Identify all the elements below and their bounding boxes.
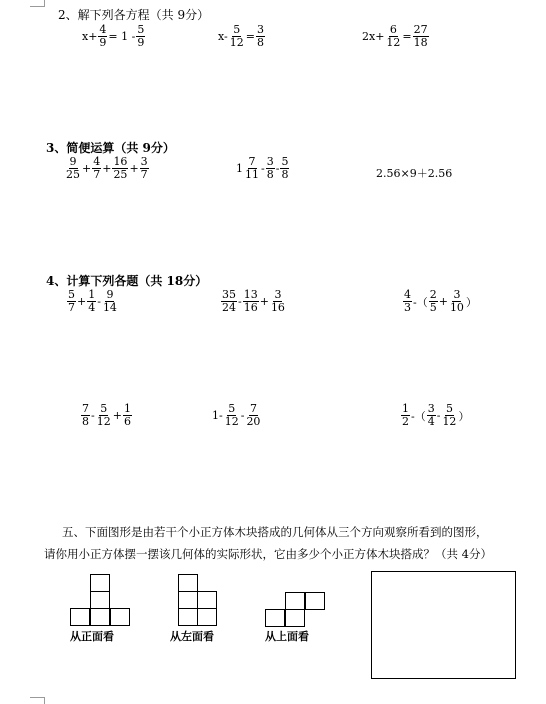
front-view-figure bbox=[70, 574, 140, 630]
expression-text: - bbox=[91, 409, 95, 422]
fraction-denominator: 12 bbox=[96, 415, 111, 428]
equation bbox=[82, 24, 146, 49]
answer-box bbox=[371, 571, 516, 679]
fraction-denominator: 6 bbox=[123, 415, 131, 428]
fraction-numerator: 9 bbox=[69, 155, 77, 168]
fraction-numerator: 5 bbox=[137, 23, 145, 36]
expression-text: -（ bbox=[413, 295, 428, 309]
fraction-denominator: 8 bbox=[256, 36, 264, 49]
fraction-denominator: 8 bbox=[266, 168, 274, 181]
fraction bbox=[429, 289, 438, 314]
fraction-denominator: 20 bbox=[246, 415, 261, 428]
fraction-numerator: 5 bbox=[100, 402, 108, 415]
fraction bbox=[67, 289, 76, 314]
fraction-numerator: 35 bbox=[222, 288, 236, 301]
fraction-numerator: 4 bbox=[404, 288, 411, 301]
expression-text: x+ bbox=[82, 30, 98, 43]
fraction-numerator: 3 bbox=[427, 402, 435, 415]
expression-text: - bbox=[97, 295, 101, 308]
fraction bbox=[243, 289, 259, 314]
fraction-numerator: 27 bbox=[413, 23, 428, 36]
equation bbox=[218, 24, 266, 49]
fraction-denominator: 9 bbox=[137, 36, 145, 49]
fraction-numerator: 3 bbox=[453, 288, 461, 301]
expression-text: 2x+ bbox=[362, 30, 385, 43]
expression-text: -（ bbox=[411, 409, 426, 423]
fraction-numerator: 6 bbox=[389, 23, 397, 36]
fraction-denominator: 16 bbox=[270, 301, 285, 314]
expression-text: + bbox=[77, 295, 87, 308]
fraction bbox=[81, 403, 90, 428]
fraction-numerator: 5 bbox=[228, 402, 236, 415]
fraction bbox=[385, 24, 401, 49]
section-2-title: 2、解下列各方程（共 9分） bbox=[58, 8, 210, 22]
fraction-numerator: 5 bbox=[233, 23, 241, 36]
expression-text: 1- bbox=[212, 409, 223, 422]
fraction-denominator: 11 bbox=[245, 168, 259, 181]
fraction-denominator: 16 bbox=[243, 301, 258, 314]
fraction-denominator: 7 bbox=[93, 168, 101, 181]
top-view-figure bbox=[265, 592, 335, 630]
fraction-numerator: 1 bbox=[402, 402, 409, 415]
fraction-numerator: 9 bbox=[106, 288, 114, 301]
fraction-denominator: 8 bbox=[281, 168, 289, 181]
fraction-numerator: 3 bbox=[266, 155, 274, 168]
expression-text: + bbox=[259, 295, 269, 308]
fraction-numerator: 16 bbox=[113, 155, 128, 168]
top-view-caption: 从上面看 bbox=[265, 630, 309, 643]
expression-text: - bbox=[436, 409, 441, 422]
fraction-numerator: 7 bbox=[248, 155, 256, 168]
calculation-item bbox=[402, 289, 477, 314]
expression-text: + bbox=[129, 162, 139, 175]
section-4-title: 4、计算下列各题（共 18分） bbox=[46, 274, 208, 288]
fraction-denominator: 25 bbox=[66, 168, 80, 181]
fraction bbox=[98, 24, 107, 49]
expression-text: + bbox=[102, 162, 112, 175]
fraction-numerator: 7 bbox=[249, 402, 257, 415]
page-corner-mark-top-left bbox=[30, 0, 45, 7]
fraction bbox=[221, 289, 237, 314]
fraction bbox=[244, 156, 260, 181]
calculation-item bbox=[376, 165, 452, 181]
fraction-denominator: 3 bbox=[404, 301, 411, 314]
fraction-denominator: 12 bbox=[386, 36, 401, 49]
fraction-denominator: 7 bbox=[140, 168, 148, 181]
fraction-numerator: 13 bbox=[243, 288, 258, 301]
fraction-numerator: 3 bbox=[140, 155, 148, 168]
fraction bbox=[92, 156, 101, 181]
calculation-item bbox=[80, 403, 133, 428]
fraction bbox=[65, 156, 81, 181]
fraction-denominator: 4 bbox=[88, 301, 96, 314]
fraction-denominator: 9 bbox=[99, 36, 107, 49]
fraction bbox=[266, 156, 275, 181]
fraction bbox=[87, 289, 96, 314]
fraction-denominator: 18 bbox=[413, 36, 428, 49]
fraction bbox=[256, 24, 265, 49]
fraction-denominator: 4 bbox=[427, 415, 435, 428]
expression-text: + bbox=[82, 162, 92, 175]
section-3-title: 3、简便运算（共 9分） bbox=[46, 141, 175, 155]
fraction-numerator: 3 bbox=[274, 288, 282, 301]
fraction-numerator: 2 bbox=[429, 288, 437, 301]
expression-text: ） bbox=[458, 409, 470, 423]
fraction bbox=[427, 403, 436, 428]
expression-text: - bbox=[275, 162, 280, 175]
left-view-caption: 从左面看 bbox=[170, 630, 214, 643]
fraction bbox=[441, 403, 457, 428]
fraction bbox=[413, 24, 429, 49]
fraction bbox=[245, 403, 261, 428]
fraction-denominator: 10 bbox=[449, 301, 464, 314]
fraction-numerator: 5 bbox=[281, 155, 289, 168]
fraction-numerator: 1 bbox=[88, 288, 96, 301]
fraction-denominator: 12 bbox=[224, 415, 239, 428]
left-view-figure bbox=[178, 574, 228, 630]
expression-text: = 1 - bbox=[108, 30, 136, 43]
expression-text: - bbox=[261, 162, 265, 175]
expression-text: - bbox=[240, 409, 245, 422]
calculation-item bbox=[66, 289, 119, 314]
fraction bbox=[401, 403, 410, 428]
fraction-denominator: 5 bbox=[429, 301, 437, 314]
fraction-numerator: 4 bbox=[93, 155, 101, 168]
fraction bbox=[229, 24, 245, 49]
fraction bbox=[123, 403, 132, 428]
fraction-numerator: 7 bbox=[82, 402, 89, 415]
fraction bbox=[224, 403, 240, 428]
calculation-item bbox=[64, 156, 150, 181]
calculation-item bbox=[236, 156, 290, 181]
fraction bbox=[96, 403, 112, 428]
fraction-numerator: 5 bbox=[68, 288, 75, 301]
fraction-denominator: 14 bbox=[102, 301, 117, 314]
fraction-denominator: 12 bbox=[442, 415, 457, 428]
expression-text: = bbox=[245, 30, 255, 43]
fraction-denominator: 12 bbox=[229, 36, 244, 49]
section-5-question-line-1: 五、下面图形是由若干个小正方体木块搭成的几何体从三个方向观察所看到的图形， bbox=[62, 525, 488, 539]
expression-text: x- bbox=[218, 30, 228, 43]
expression-text: 1 bbox=[236, 162, 243, 175]
calculation-item bbox=[212, 403, 262, 428]
fraction bbox=[403, 289, 412, 314]
fraction-denominator: 8 bbox=[82, 415, 89, 428]
fraction bbox=[136, 24, 145, 49]
calculation-item bbox=[400, 403, 469, 428]
fraction bbox=[449, 289, 465, 314]
fraction bbox=[112, 156, 128, 181]
fraction bbox=[140, 156, 149, 181]
expression-text: ） bbox=[465, 295, 477, 309]
fraction-denominator: 7 bbox=[68, 301, 75, 314]
fraction-numerator: 4 bbox=[99, 23, 107, 36]
equation bbox=[362, 24, 430, 49]
fraction-numerator: 3 bbox=[256, 23, 264, 36]
fraction bbox=[270, 289, 286, 314]
fraction-numerator: 5 bbox=[445, 402, 453, 415]
fraction-numerator: 1 bbox=[123, 402, 131, 415]
fraction-denominator: 25 bbox=[113, 168, 128, 181]
front-view-caption: 从正面看 bbox=[70, 630, 114, 643]
fraction-denominator: 2 bbox=[402, 415, 409, 428]
expression-text: + bbox=[438, 295, 448, 308]
fraction-denominator: 24 bbox=[222, 301, 236, 314]
calculation-item bbox=[220, 289, 287, 314]
expression-text: 2.56×9＋2.56 bbox=[376, 167, 453, 180]
fraction bbox=[280, 156, 289, 181]
fraction bbox=[102, 289, 118, 314]
section-5-question-line-2: 请你用小正方体摆一摆该几何体的实际形状，它由多少个小正方体木块搭成？（共 4分） bbox=[44, 547, 492, 561]
expression-text: = bbox=[402, 30, 412, 43]
expression-text: - bbox=[238, 295, 242, 308]
expression-text: + bbox=[112, 409, 122, 422]
